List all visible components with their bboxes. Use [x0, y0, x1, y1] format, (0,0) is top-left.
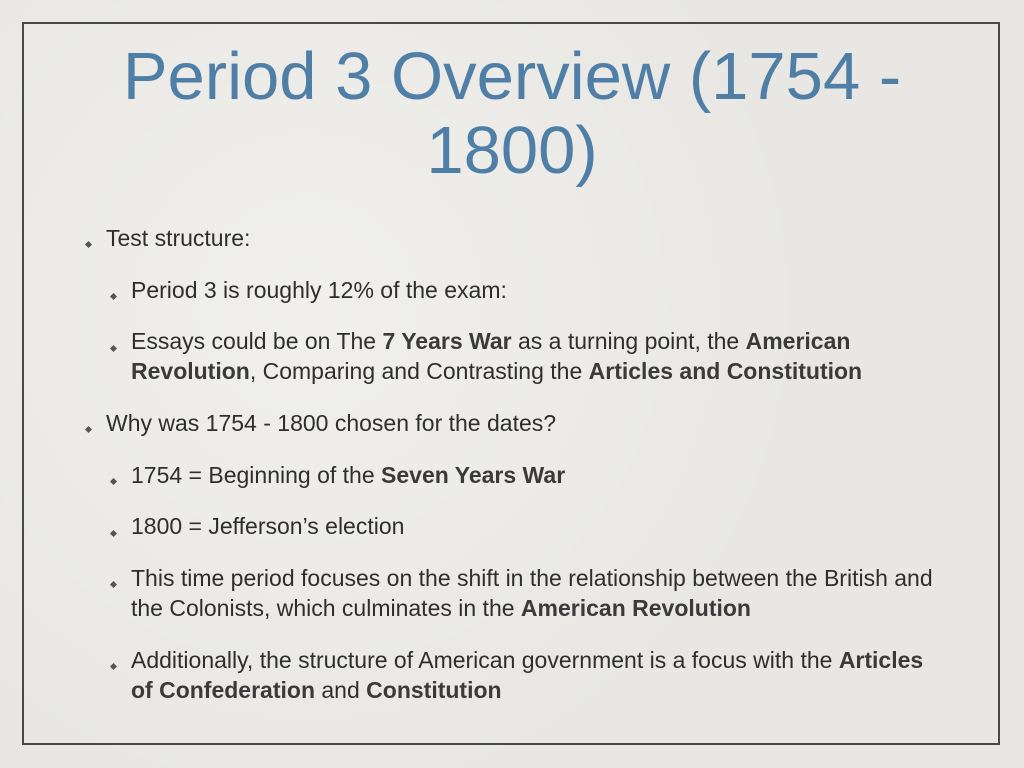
sub-bullet-government-structure: [131, 645, 941, 705]
sub-bullet-exam-percentage: [131, 275, 941, 305]
emphasis-text: Articles and Constitution: [588, 358, 863, 384]
sub-bullet-time-period-focus: [131, 563, 941, 623]
emphasis-text: Seven Years War: [381, 462, 566, 488]
bullet-test-structure: Test structure:: [106, 225, 251, 251]
body-text: as a turning point, the: [511, 328, 746, 354]
body-text: Period 3 is roughly 12% of the exam:: [131, 277, 507, 303]
body-text: , Comparing and Contrasting the: [249, 358, 589, 384]
body-text: Additionally, the structure of American government is a focus with the: [131, 647, 839, 673]
sub-bullet-1754: [131, 460, 941, 490]
emphasis-text: Articles of Confederation: [131, 647, 924, 703]
bullet-why-dates: Why was 1754 - 1800 chosen for the dates?: [106, 410, 557, 436]
body-text: This time period focuses on the shift in the relationship between the British and the Colonists, which culminates in the: [131, 565, 933, 621]
body-text: Essays could be on The: [131, 328, 383, 354]
emphasis-text: Constitution: [366, 677, 502, 703]
sub-bullet-essays: [131, 326, 941, 386]
sub-bullet-1800: [131, 511, 941, 541]
emphasis-text: 7 Years War: [382, 328, 512, 354]
body-text: 1754 = Beginning of the: [131, 462, 382, 488]
emphasis-text: American Revolution: [131, 328, 851, 384]
slide-title: Period 3 Overview (1754 - 1800): [122, 39, 902, 188]
emphasis-text: American Revolution: [520, 595, 751, 621]
body-text: 1800 = Jefferson’s election: [131, 513, 405, 539]
body-text: and: [315, 677, 367, 703]
